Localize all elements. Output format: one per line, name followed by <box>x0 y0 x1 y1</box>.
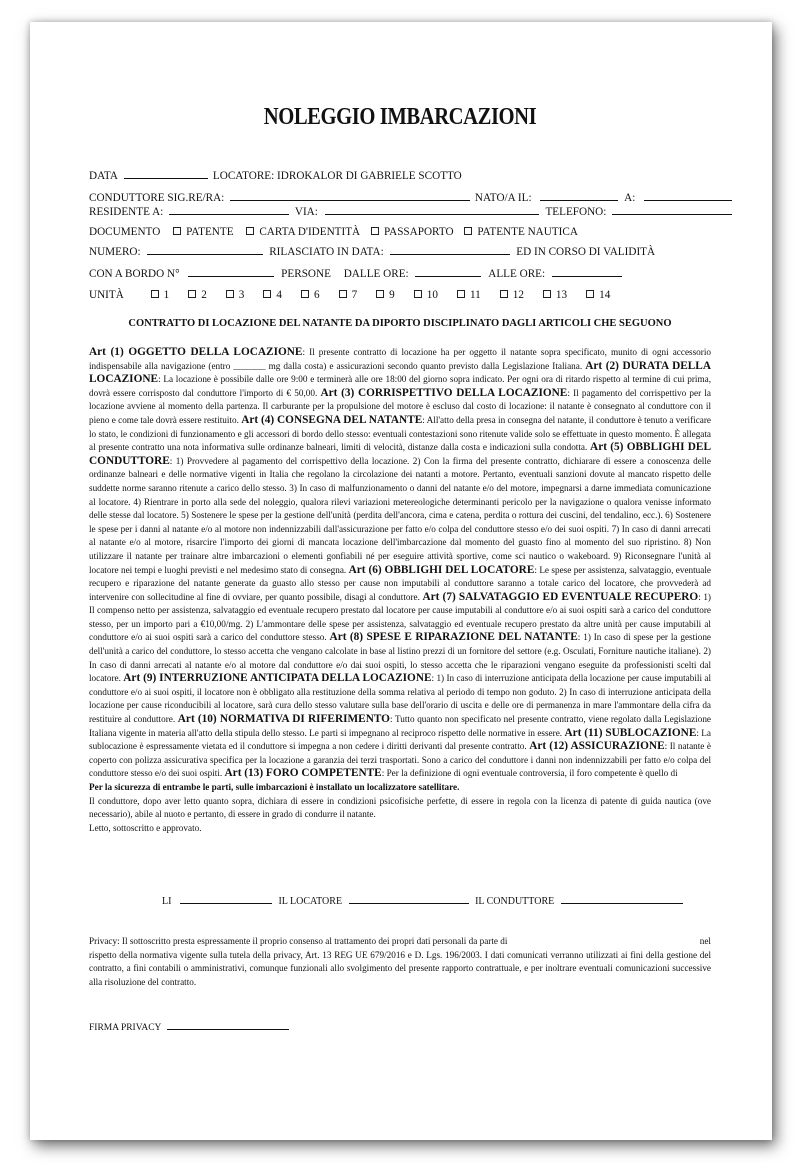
contract-heading: CONTRATTO DI LOCAZIONE DEL NATANTE DA DIPORTO DISCIPLINATO DAGLI ARTICOLI CHE SEGUONO <box>128 318 672 329</box>
firma-privacy-label: FIRMA PRIVACY <box>89 1023 162 1033</box>
bordo-label: CON A BORDO N° <box>89 268 180 280</box>
checkbox-icon <box>457 290 465 298</box>
article-12-title: Art (12) ASSICURAZIONE <box>529 740 665 753</box>
data-label: DATA <box>89 170 118 182</box>
article-10-text: : Tutto quanto non specificato nel presente contratto, viene regolato dalla Legislazione Italiana vigente in materia all'atto della stipula dello stesso. Le parti si impegnano al reciproco rispetto delle normative in essere. <box>89 714 711 738</box>
dalle-label: DALLE ORE: <box>343 268 409 280</box>
article-4-title: Art (4) CONSEGNA DEL NATANTE <box>241 413 423 426</box>
numero-label: NUMERO: <box>89 246 141 258</box>
unita-number: 2 <box>201 289 207 301</box>
declaration-note: Il conduttore, dopo aver letto quanto sopra, dichiara di essere in condizioni psicofisiche perfette, di essere in regola con la licenza di patente di guida nautica (ove necessario), abile al nuoto e pertanto, di essere in grado di condurre il natante. <box>89 795 711 820</box>
article-1-text: : Il presente contratto di locazione ha per oggetto il natante sopra specificato, munito di ogni accessorio indispensabile alla navigazione (entro _______ mg dalla costa) e assicurazioni secondo quanto previsto dalla Legislazione Italiana. <box>89 347 711 371</box>
patente-checkbox[interactable] <box>173 227 181 235</box>
article-6-text: : Le spese per assistenza, salvataggio, eventuale recupero e riparazione del natante generate da guasto allo stesso per cause non imputabili al conduttore saranno a totale carico del locatore, che provvederà ad intervenire con sollecitudine al fine di ovviare, per quanto possibile, disagi al conduttore. <box>89 564 711 602</box>
unita-option[interactable] <box>584 289 610 302</box>
approved-note: Letto, sottoscritto e approvato. <box>89 822 202 833</box>
alle-label: ALLE ORE: <box>488 268 546 280</box>
unita-number: 11 <box>469 289 481 301</box>
article-9-text: : 1) In caso di interruzione anticipata della locazione per cause imputabili al conduttore e/o ai suoi ospiti, il locatore non è obbligato alla restituzione della somma relativa al periodo di tempo non goduto. 2) In caso di interruzione anticipata della locazione per cause riconducibili al locatore, sarà cura dello stesso valutare sulla base dell'orario di uscita e delle ore di permanenza in mare l'ammontare della cifra da restituire al conduttore. <box>89 673 711 725</box>
conduttore-field[interactable] <box>230 190 470 201</box>
article-2-text: : La locazione è possibile dalle ore 9:00 e terminerà alle ore 18:00 del giorno sopra indicato. Per ogni ora di ritardo rispetto al termine di cui prima, dovrà essere corrisposto dal conduttore l'importo di € 50,00. <box>89 374 711 398</box>
article-8-text: : 1) In caso di spese per la gestione dell'unità a carico del conduttore, lo stesso accetta che vengano calcolate in base al listino prezzi di un fornitore del settore (e.g. Osculati, Forniture nautiche italiane). 2) In caso di danni arrecati al natante e/o al motore dal conduttore e/o dai suoi ospiti, lo stesso accetta che le riparazioni vengano eseguite da professionisti scelti dal locatore. <box>89 632 711 684</box>
locatore-sign-label: IL LOCATORE <box>278 896 343 907</box>
privacy-text-rest: rispetto della normativa vigente sulla tutela della privacy, Art. 13 REG UE 679/2016 e D. Lgs. 196/2003. I dati comunicati verranno utilizzati ai fini della gestione del contratto, a fini contabili o amministrativi, comunque funzionali allo svolgimento del presente rapporto contrattuale, e per inoltrare eventuali comunicazioni successive alla risoluzione del contratto. <box>89 949 711 987</box>
article-2-title: Art (2) DURATA DELLA LOCAZIONE <box>89 359 712 386</box>
locatore-label: LOCATORE: IDROKALOR DI GABRIELE SCOTTO <box>212 170 462 182</box>
unita-option[interactable] <box>261 289 282 302</box>
checkbox-icon <box>543 290 551 298</box>
conduttore-signature-field[interactable] <box>561 893 683 904</box>
unita-number: 7 <box>351 289 358 301</box>
article-10-title: Art (10) NORMATIVA DI RIFERIMENTO <box>177 713 390 726</box>
privacy-text-start: Privacy: Il sottoscritto presta espressamente il proprio consenso al trattamento dei propri dati personali da parte di <box>89 936 508 946</box>
firma-privacy-field[interactable] <box>167 1019 289 1030</box>
row-conduttore <box>89 190 732 205</box>
article-13-text: : Per la definizione di ogni eventuale controversia, il foro competente è quello di <box>381 768 678 779</box>
telefono-field[interactable] <box>612 204 732 215</box>
unita-option[interactable] <box>299 289 320 302</box>
unita-option[interactable] <box>337 289 358 302</box>
luogo-field[interactable] <box>644 190 732 201</box>
unita-option[interactable] <box>455 289 481 302</box>
checkbox-icon <box>301 290 309 298</box>
article-4-text: : All'atto della presa in consegna del natante, il conduttore è tenuto a verificare lo stato, le condizioni di funzionamento e gli accessori di bordo dello stesso: eventuali contestazioni sono ritenute valide solo se effettuate in questo momento. È allegata al presente contratto una nota informativa sulle ordinanze balneari, limiti di velocità, distanze dalla costa e indicazioni sulla condotta. <box>89 414 711 453</box>
nato-label: NATO/A IL: <box>474 192 532 204</box>
unita-option[interactable] <box>224 289 245 302</box>
rilasciato-label: RILASCIATO IN DATA: <box>269 246 384 258</box>
article-3-text: : Il pagamento del corrispettivo per la locazione avviene al momento della partenza. Il carburante per la propulsione del motore è escluso dal costo di locazione: il natante è consegnato al conduttore con il pieno e come tale dovrà essere restituito. <box>89 387 711 425</box>
unita-option[interactable] <box>186 289 207 302</box>
patente-option: PATENTE <box>186 226 234 238</box>
article-8-title: Art (8) SPESE E RIPARAZIONE DEL NATANTE <box>329 631 578 644</box>
luogo-label: A: <box>624 192 636 204</box>
satellite-note: Per la sicurezza di entrambe le parti, sulle imbarcazioni è installato un localizzatore satellitare. <box>89 782 460 792</box>
patente-nautica-option: PATENTE NAUTICA <box>477 226 578 238</box>
signature-row <box>162 893 683 907</box>
article-13-title: Art (13) FORO COMPETENTE <box>224 767 382 780</box>
contract-body <box>89 346 711 835</box>
residente-field[interactable] <box>169 204 289 215</box>
unita-number: 4 <box>276 289 282 301</box>
unita-option[interactable] <box>374 289 395 302</box>
unita-number: 14 <box>599 289 611 301</box>
via-label: VIA: <box>294 206 318 218</box>
conduttore-sign-label: IL CONDUTTORE <box>475 896 555 907</box>
firma-privacy-row <box>89 1019 289 1033</box>
documento-label: DOCUMENTO <box>89 226 161 238</box>
passaporto-option: PASSAPORTO <box>383 226 454 238</box>
unita-number: 13 <box>555 289 568 301</box>
page-title: NOLEGGIO IMBARCAZIONI <box>263 104 537 130</box>
privacy-nel: nel <box>699 936 711 946</box>
li-field[interactable] <box>180 893 272 904</box>
telefono-label: TELEFONO: <box>545 206 607 218</box>
checkbox-icon <box>376 290 384 298</box>
unita-option[interactable] <box>412 289 438 302</box>
article-7-text: : 1) Il compenso netto per assistenza, salvataggio ed eventuale recupero prestato dal locatore per cause imputabili al conduttore e/o ai suoi ospiti sarà a carico del conduttore stesso, per un importo pari a €10,00/mg. 2) L'ammontare delle spese per assistenza, salvataggio ed eventuale recupero prestato da altre unità per cause imputabili al conduttore e/o ai suoi ospiti sarà a carico del conduttore stesso. <box>89 591 711 643</box>
unita-option[interactable] <box>541 289 567 302</box>
unita-number: 6 <box>313 289 320 301</box>
unita-label: UNITÀ <box>89 289 124 301</box>
locatore-signature-field[interactable] <box>349 893 469 904</box>
row-data <box>89 168 462 183</box>
via-field[interactable] <box>325 204 539 215</box>
data-field[interactable] <box>124 168 208 179</box>
row-numero <box>89 244 655 259</box>
carta-identita-option: CARTA D'IDENTITÀ <box>259 226 361 238</box>
privacy-text <box>89 935 711 989</box>
checkbox-icon <box>500 290 508 298</box>
row-residente <box>89 204 732 219</box>
unita-number: 12 <box>512 289 524 301</box>
validita-label: ED IN CORSO DI VALIDITÀ <box>516 246 656 258</box>
unita-number: 9 <box>389 289 395 301</box>
nato-field[interactable] <box>540 190 618 201</box>
checkbox-icon <box>339 290 347 298</box>
numero-field[interactable] <box>147 244 263 255</box>
article-5-text: : 1) Provvedere al pagamento del corrispettivo della locazione. 2) Con la firma del presente contratto, dichiarare di essere a conoscenza delle ordinanze balneari e delle normative vigenti in Italia che regolano la circolazione dei natanti a motore. Pertanto, eventuali sanzioni dovute al mancato rispetto delle suddette norme saranno ritenute a carico dello stesso. 3) In caso di malfunzionamento o danni del natante e/o del motore, impegnarsi a darne immediata comunicazione al locatore. 4) Rientrare in porto alla sede del noleggio, qualora rilevi variazioni metereologiche determinanti pericolo per la navigazione o qualora venisse informato delle stesse dal locatore. 5) Sostenere le spese per la gestione dell'unità (perdita dell'ancora, cima e catena, perdita o rottura dei cuscini, del tendalino, ecc.). 6) Sostenere le spese per i danni al natante e/o al motore non indennizzabili dall'assicurazione per fatto e/o colpa del conduttore stesso e/o dei suoi ospiti. 7) In caso di danni arrecati al natante e/o al motore, risarcire l'importo dei giorni di mancata locazione dell'imbarcazione dal momento del guasto fino al momento del suo ripristino. 8) Non utilizzare il natante per trainare altre imbarcazioni o elementi gonfiabili né per eseguire attività sportive, come sci nautico o wakeboard. 9) Riconsegnare l'unità al locatore nei tempi e luoghi previsti e nel medesimo stato di consegna. <box>89 455 711 575</box>
passaporto-checkbox[interactable] <box>371 227 379 235</box>
article-11-text: : La sublocazione è espressamente vietata ed il conduttore si impegna a non cedere i diritti derivanti dal presente contratto. <box>89 727 711 752</box>
checkbox-icon <box>263 290 271 298</box>
alle-field[interactable] <box>552 266 622 277</box>
persone-field[interactable] <box>188 266 274 277</box>
unita-number: 1 <box>163 289 170 301</box>
checkbox-icon <box>188 290 196 298</box>
row-bordo <box>89 266 622 281</box>
residente-label: RESIDENTE A: <box>89 206 164 218</box>
article-6-title: Art (6) OBBLIGHI DEL LOCATORE <box>348 563 535 576</box>
checkbox-icon <box>414 290 422 298</box>
patente-nautica-checkbox[interactable] <box>464 227 472 235</box>
article-5-title: Art (5) OBBLIGHI DEL CONDUTTORE <box>89 441 711 467</box>
rilasciato-field[interactable] <box>390 244 510 255</box>
checkbox-icon <box>586 290 594 298</box>
checkbox-icon <box>151 290 159 298</box>
persone-label: PERSONE <box>281 268 331 280</box>
unita-option[interactable] <box>498 289 524 302</box>
article-12-text: : Il natante è coperto con polizza assicurativa specifica per la locazione a garanzia dei terzi trasportati. Sono a carico del conduttore i danni non indennizzabili per fatto e/o colpa del conduttore stesso e/o dei suoi ospiti. <box>89 741 711 779</box>
article-1-title: Art (1) OGGETTO DELLA LOCAZIONE <box>89 346 303 358</box>
row-unita <box>89 289 627 302</box>
unita-number: 10 <box>426 289 438 301</box>
checkbox-icon <box>226 290 234 298</box>
article-9-title: Art (9) INTERRUZIONE ANTICIPATA DELLA LOCAZIONE <box>123 672 432 685</box>
carta-identita-checkbox[interactable] <box>246 227 254 235</box>
article-3-title: Art (3) CORRISPETTIVO DELLA LOCAZIONE <box>320 386 568 399</box>
li-label: LI <box>162 896 172 907</box>
row-documento <box>89 226 578 239</box>
unita-option[interactable] <box>149 289 170 302</box>
article-11-title: Art (11) SUBLOCAZIONE <box>564 726 697 739</box>
unita-number: 3 <box>238 289 245 301</box>
conduttore-label: CONDUTTORE SIG.RE/RA: <box>89 192 225 204</box>
dalle-field[interactable] <box>415 266 481 277</box>
article-7-title: Art (7) SALVATAGGIO ED EVENTUALE RECUPERO <box>422 590 699 603</box>
